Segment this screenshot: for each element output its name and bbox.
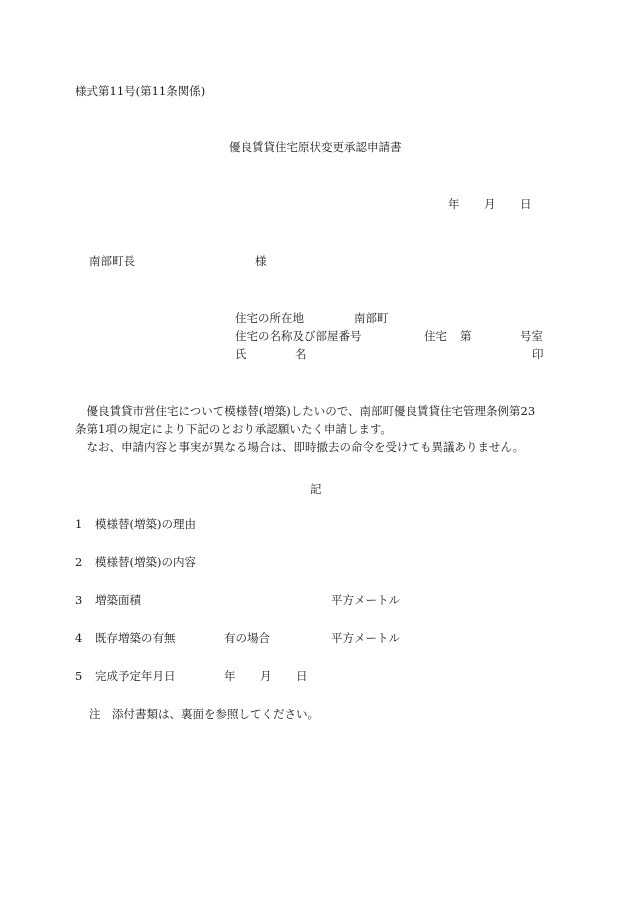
body-paragraph-line-2: 条第1項の規定により下記のとおり承認願いたく申請します。 — [75, 422, 392, 436]
applicant-address-label: 住宅の所在地 — [235, 311, 304, 325]
document-title: 優良賃貸住宅原状変更承認申請書 — [229, 140, 402, 154]
applicant-house-number-prefix: 第 — [460, 329, 472, 343]
body-paragraph-line-1: 優良賃貸市営住宅について模様替(増築)したいので、南部町優良賃貸住宅管理条例第23 — [75, 404, 536, 418]
applicant-name-label-part1: 氏 — [235, 347, 247, 361]
date-year-label: 年 — [448, 197, 460, 211]
completion-month-label: 月 — [260, 669, 272, 683]
completion-year-label: 年 — [224, 669, 236, 683]
item-number: 1 — [75, 517, 83, 531]
item-existing-case: 有の場合 — [224, 631, 270, 645]
applicant-house-suffix: 住宅 — [424, 329, 447, 343]
item-label-existing: 既存増築の有無 — [95, 631, 176, 645]
attachment-note: 注 添付書類は、裏面を参照してください。 — [89, 707, 319, 721]
date-day-label: 日 — [520, 197, 532, 211]
ki-heading: 記 — [310, 482, 322, 496]
date-month-label: 月 — [484, 197, 496, 211]
body-paragraph-line-3: なお、申請内容と事実が異なる場合は、即時撤去の命令を受けても異議ありません。 — [75, 440, 525, 454]
item-existing-unit: 平方メートル — [331, 631, 400, 645]
item-label-reason: 模様替(増築)の理由 — [95, 517, 196, 531]
item-number: 3 — [75, 593, 83, 607]
item-number: 5 — [75, 669, 83, 683]
applicant-house-label: 住宅の名称及び部屋番号 — [235, 329, 362, 343]
item-label-content: 模様替(増築)の内容 — [95, 555, 196, 569]
item-label-completion-date: 完成予定年月日 — [95, 669, 176, 683]
applicant-room-suffix: 号室 — [520, 329, 543, 343]
seal-mark: 印 — [532, 347, 544, 361]
addressee-name: 南部町長 — [89, 254, 135, 268]
item-number: 4 — [75, 631, 83, 645]
addressee-honorific: 様 — [255, 254, 267, 268]
applicant-address-value: 南部町 — [354, 311, 389, 325]
item-area-unit: 平方メートル — [331, 593, 400, 607]
item-number: 2 — [75, 555, 83, 569]
item-label-area: 増築面積 — [95, 593, 141, 607]
form-number: 様式第11号(第11条関係) — [75, 84, 206, 98]
completion-day-label: 日 — [296, 669, 308, 683]
applicant-name-label-part2: 名 — [295, 347, 307, 361]
